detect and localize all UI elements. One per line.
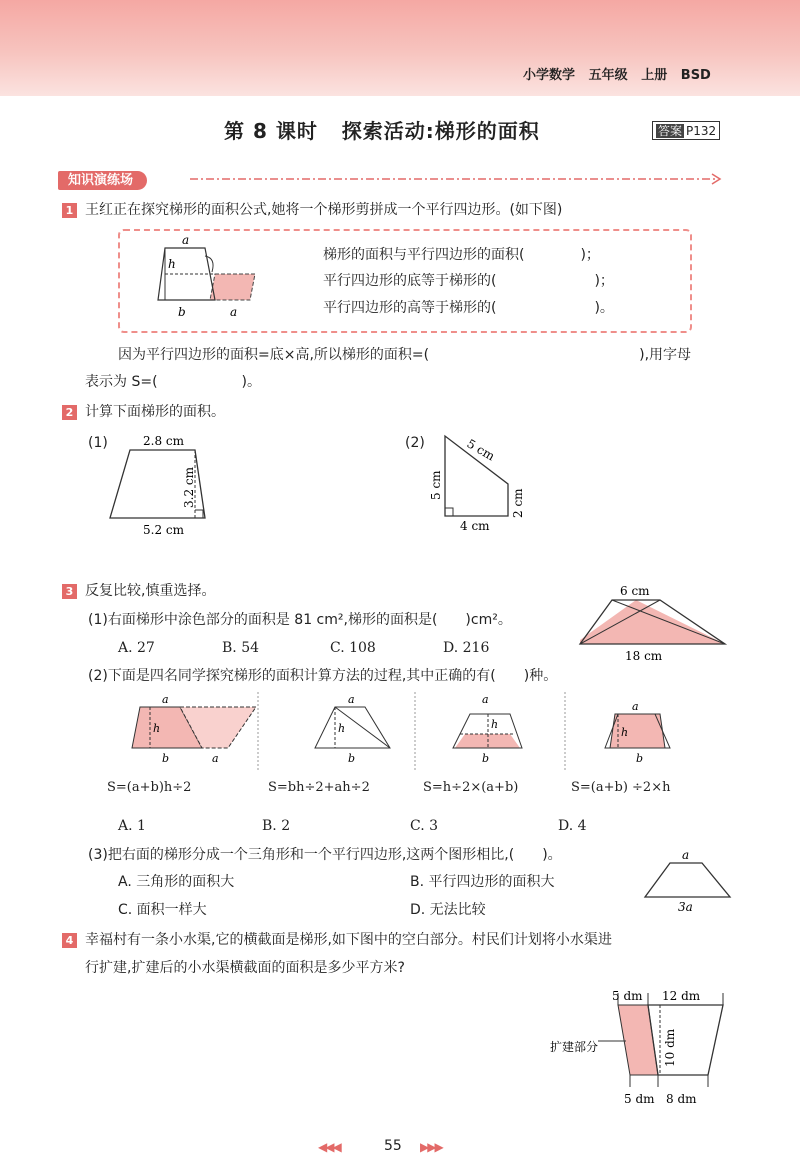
footer-right-arrows: ▶▶▶ (420, 1140, 442, 1154)
q1-reason: 因为平行四边形的面积=底×高,所以梯形的面积=( ),用字母 (118, 347, 692, 363)
q1-figure (150, 232, 270, 322)
q3-fig2-h1: h (153, 722, 161, 735)
q3-fig1-top: 6 cm (620, 584, 650, 598)
q2-stem: 计算下面梯形的面积。 (85, 404, 225, 420)
q3-fig2-a1b: a (212, 752, 219, 765)
q2-p1-figure (105, 430, 225, 540)
section-tag: 知识演练场 (58, 169, 147, 188)
q2-p1-height: 3.2 cm (182, 467, 196, 508)
q3-fig2-h2: h (338, 722, 346, 735)
q4-fig-bottom-right: 8 dm (666, 1092, 697, 1106)
q3-s2-opt-b: B. 2 (262, 818, 291, 834)
q3-s3-opt-c: C. 面积一样大 (118, 902, 207, 918)
q3-fig2-h4: h (621, 726, 629, 739)
q4-fig-top-left: 5 dm (612, 989, 643, 1003)
question-number: 2 (62, 405, 77, 420)
q3-fig2-b4: b (636, 752, 644, 765)
answer-ref: 答案 P132 (652, 121, 720, 140)
q2-p2-bottom: 4 cm (460, 519, 490, 533)
q3-fig2-a2: a (348, 693, 355, 706)
q3-s3-opt-b: B. 平行四边形的面积大 (410, 874, 555, 890)
q3-fig2-a4: a (632, 700, 639, 713)
q3-fig1-bottom: 18 cm (625, 649, 663, 663)
q1-fig-a2: a (230, 305, 238, 319)
q2-p1-bottom: 5.2 cm (143, 523, 184, 537)
q3-s1-opt-a: A. 27 (118, 640, 155, 656)
q3-s3: (3)把右面的梯形分成一个三角形和一个平行四边形,这两个图形相比,( )。 (88, 847, 562, 863)
q4-stem-2: 行扩建,扩建后的小水渠横截面的面积是多少平方米? (85, 960, 405, 976)
q3-fig2-b3: b (482, 752, 490, 765)
question-number: 4 (62, 933, 77, 948)
q3-s1-opt-c: C. 108 (330, 640, 376, 656)
q1-fig-a: a (182, 233, 190, 247)
page-number: 55 (384, 1138, 402, 1154)
q3-fig3 (640, 845, 740, 915)
q1-line-3: 平行四边形的高等于梯形的( )。 (323, 300, 614, 316)
q3-s2-opt-a: A. 1 (118, 818, 146, 834)
q2-p2-slant: 5 cm (464, 436, 498, 464)
q2-p1-top: 2.8 cm (143, 434, 184, 448)
q1-line-1: 梯形的面积与平行四边形的面积( )； (323, 247, 600, 263)
q3-fig2-b2: b (348, 752, 356, 765)
q3-formula-3: S=h÷2×(a+b) (423, 780, 519, 795)
footer-left-arrows: ◀◀◀ (318, 1140, 340, 1154)
q3-fig3-top: a (682, 848, 690, 862)
page-title: 第 8 课时 探索活动:梯形的面积 (224, 119, 540, 143)
q3-fig2-b1: b (162, 752, 170, 765)
q3-formula-1: S=(a+b)h÷2 (107, 780, 192, 795)
q3-s1: (1)右面梯形中涂色部分的面积是 81 cm²,梯形的面积是( )cm²。 (88, 612, 512, 628)
q3-formula-2: S=bh÷2+ah÷2 (268, 780, 370, 795)
q3-s2: (2)下面是四名同学探究梯形的面积计算方法的过程,其中正确的有( )种。 (88, 668, 558, 684)
q3-s3-opt-d: D. 无法比较 (410, 902, 486, 918)
q3-fig3-bottom: 3a (678, 900, 693, 914)
q1-reason-2: 表示为 S=( )。 (85, 374, 261, 390)
q3-s2-opt-d: D. 4 (558, 818, 587, 834)
q3-formula-4: S=(a+b) ÷2×h (571, 780, 671, 795)
q3-fig2-a3: a (482, 693, 489, 706)
q2-p2-label: (2) (405, 435, 425, 451)
q4-fig-top-right: 12 dm (662, 989, 701, 1003)
q4-stem-1: 幸福村有一条小水渠,它的横截面是梯形,如下图中的空白部分。村民们计划将小水渠进 (85, 932, 612, 948)
q1-line-2: 平行四边形的底等于梯形的( )； (323, 273, 614, 289)
q2-p2-right: 2 cm (511, 488, 525, 518)
q1-fig-h: h (168, 257, 176, 271)
q3-s3-opt-a: A. 三角形的面积大 (118, 874, 235, 890)
q3-s1-opt-d: D. 216 (443, 640, 490, 656)
q4-figure (548, 983, 738, 1113)
section-divider (190, 172, 730, 186)
q4-fig-bottom-left: 5 dm (624, 1092, 655, 1106)
q3-fig2-a1: a (162, 693, 169, 706)
q1-stem: 王红正在探究梯形的面积公式,她将一个梯形剪拼成一个平行四边形。(如下图) (85, 202, 563, 218)
question-number: 1 (62, 203, 77, 218)
q3-method-figures (110, 692, 740, 772)
q4-fig-label: 扩建部分 (550, 1040, 599, 1054)
q3-s1-opt-b: B. 54 (222, 640, 260, 656)
question-number: 3 (62, 584, 77, 599)
q2-p1-label: (1) (88, 435, 108, 451)
q1-fig-b: b (178, 305, 186, 319)
q3-fig1 (570, 580, 730, 670)
q3-s2-opt-c: C. 3 (410, 818, 439, 834)
q2-p2-left: 5 cm (429, 470, 443, 500)
q3-fig2-h3: h (491, 718, 499, 731)
header-info: 小学数学 五年级 上册 BSD (523, 68, 711, 83)
q3-stem: 反复比较,慎重选择。 (85, 583, 216, 599)
q2-p2-figure (420, 428, 540, 538)
q4-fig-height: 10 dm (663, 1028, 677, 1067)
